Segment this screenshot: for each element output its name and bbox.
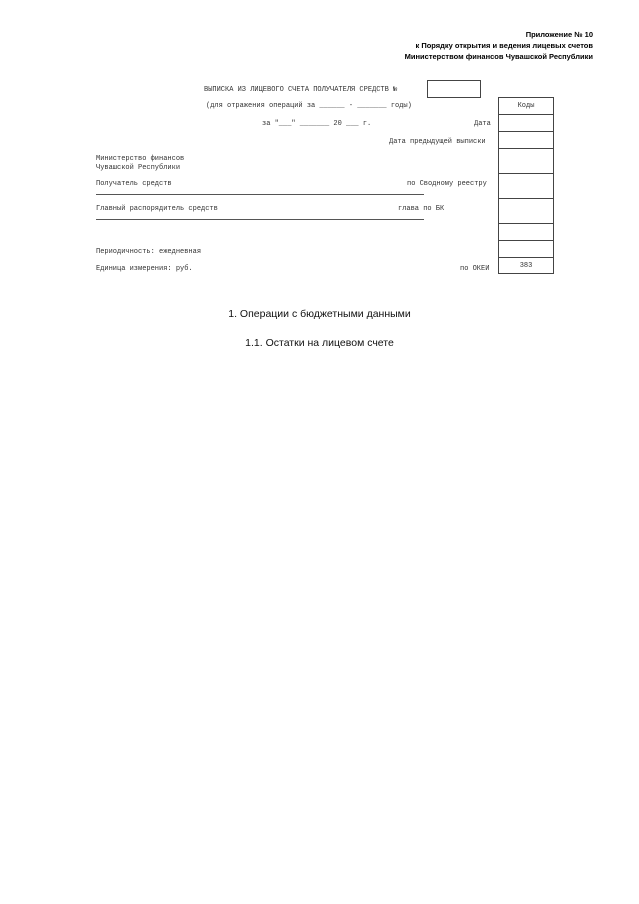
unit-label: Единица измерения: руб. — [96, 265, 193, 273]
code-cell-blank-1 — [499, 224, 554, 241]
section-1-1-heading: 1.1. Остатки на лицевом счете — [245, 337, 394, 349]
code-cell-bk — [499, 199, 554, 224]
account-number-box — [427, 80, 481, 98]
appendix-line-1: Приложение № 10 — [525, 30, 593, 39]
appendix-header — [405, 29, 593, 62]
code-cell-periodicity — [499, 241, 554, 258]
recipient-underline — [96, 194, 424, 195]
statement-title: ВЫПИСКА ИЗ ЛИЦЕВОГО СЧЕТА ПОЛУЧАТЕЛЯ СРЕДСТВ № — [204, 86, 398, 94]
registry-label: по Сводному реестру — [407, 180, 487, 188]
manager-underline — [96, 219, 424, 220]
appendix-line-2: к Порядку открытия и ведения лицевых счетов — [415, 41, 593, 50]
prev-date-label: Дата предыдущей выписки — [389, 138, 486, 146]
section-1-heading: 1. Операции с бюджетными данными — [228, 308, 411, 320]
bk-label: глава по БК — [398, 205, 445, 213]
ministry-line-1: Министерство финансов — [96, 155, 185, 163]
manager-label: Главный распорядитель средств — [96, 205, 218, 213]
date-line: за "___" _______ 20 ___ г. — [262, 120, 372, 128]
date-label: Дата — [474, 120, 491, 128]
code-cell-date — [499, 115, 554, 132]
codes-table — [498, 97, 554, 274]
code-cell-okei: 383 — [499, 258, 554, 274]
periodicity-label: Периодичность: ежедневная — [96, 248, 202, 256]
ministry-line-2: Чувашской Республики — [96, 164, 181, 172]
codes-header: Коды — [499, 98, 554, 115]
code-cell-ministry — [499, 149, 554, 174]
code-cell-registry — [499, 174, 554, 199]
okei-label: по ОКЕИ — [460, 265, 490, 273]
appendix-line-3: Министерством финансов Чувашской Республики — [404, 52, 593, 61]
code-cell-prev-date — [499, 132, 554, 149]
period-line: (для отражения операций за ______ - _______ годы) — [206, 102, 412, 110]
recipient-label: Получатель средств — [96, 180, 172, 188]
